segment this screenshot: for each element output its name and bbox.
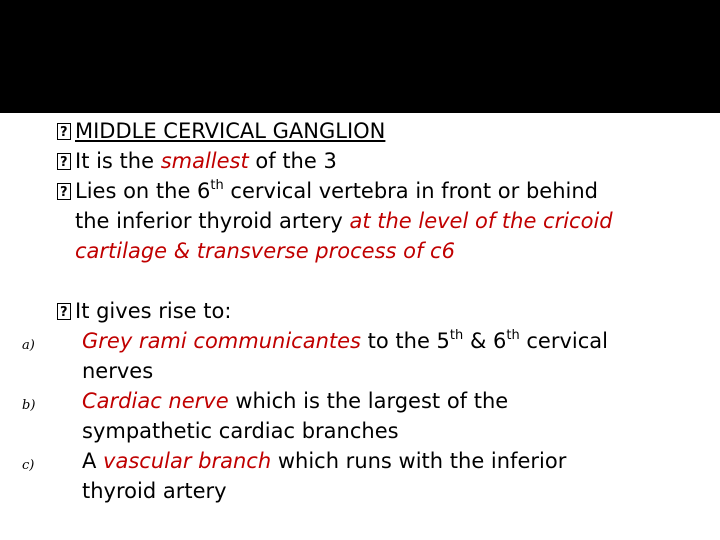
emphasis-text: cartilage & transverse process of c6 xyxy=(75,239,455,263)
text: to the 5 xyxy=(360,329,450,353)
text: the inferior thyroid artery xyxy=(75,209,350,233)
list-item-a-cont: nerves xyxy=(82,359,154,383)
bullet-line-3 xyxy=(57,296,231,326)
superscript: th xyxy=(506,328,520,343)
list-item-a xyxy=(82,326,608,356)
text: It is the xyxy=(75,149,161,173)
emphasis-text: vascular branch xyxy=(103,449,272,473)
bullet-line-2-cont-2 xyxy=(75,236,455,266)
list-marker-a: a) xyxy=(22,338,35,353)
text: cervical vertebra in front or behind xyxy=(223,179,598,203)
emphasis-text: Cardiac nerve xyxy=(82,389,229,413)
list-item-b-cont: sympathetic cardiac branches xyxy=(82,419,399,443)
bullet-icon xyxy=(57,153,71,170)
bullet-line-1 xyxy=(57,146,337,176)
heading: MIDDLE CERVICAL GANGLION xyxy=(75,119,386,143)
text: A xyxy=(82,449,104,473)
bullet-icon xyxy=(57,303,71,320)
text: which runs with the inferior xyxy=(271,449,567,473)
list-marker-c: c) xyxy=(22,458,35,473)
emphasis-text: at the level of the cricoid xyxy=(349,209,613,233)
superscript: th xyxy=(449,328,464,343)
text: which is the largest of the xyxy=(228,389,509,413)
list-item-c-cont: thyroid artery xyxy=(82,479,227,503)
list-marker-b: b) xyxy=(22,398,36,413)
superscript: th xyxy=(210,178,224,193)
bullet-line-2-cont-1 xyxy=(75,206,613,236)
emphasis-text: Grey rami communicantes xyxy=(82,329,361,353)
text: cervical xyxy=(519,329,608,353)
text: of the 3 xyxy=(248,149,337,173)
emphasis-text: smallest xyxy=(160,149,249,173)
bullet-icon xyxy=(57,183,71,200)
text: & 6 xyxy=(463,329,507,353)
bullet-line-2 xyxy=(57,176,598,206)
list-item-b xyxy=(82,386,508,416)
bullet-icon xyxy=(57,123,71,140)
text: Lies on the 6 xyxy=(75,179,211,203)
heading-line xyxy=(57,116,385,146)
list-item-c xyxy=(82,446,566,476)
text: It gives rise to: xyxy=(75,299,232,323)
